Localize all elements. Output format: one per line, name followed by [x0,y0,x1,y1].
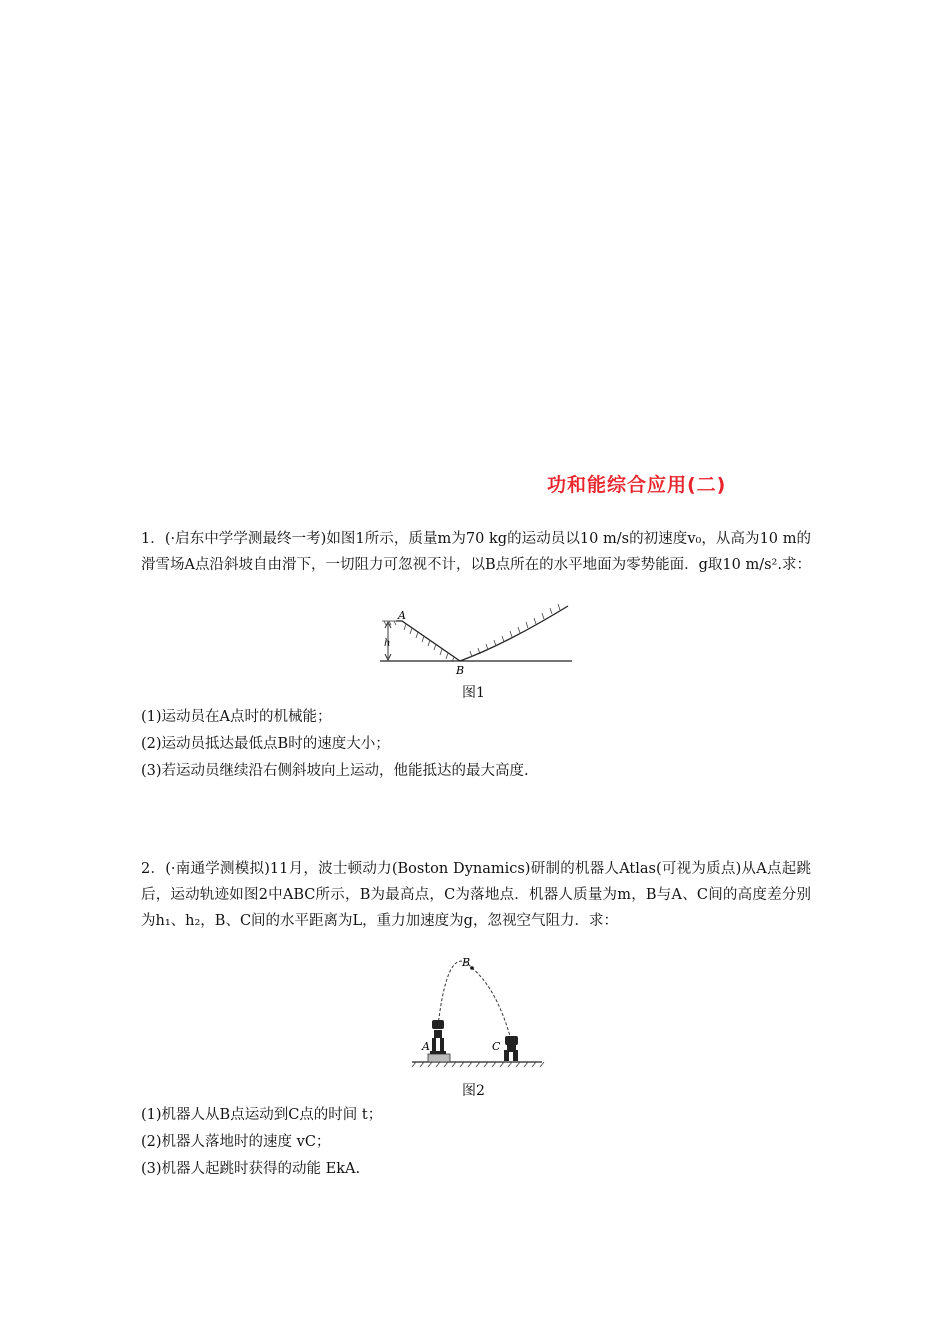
figure-1-label-a: A [398,609,406,622]
figure-2-caption: 图2 [462,1083,485,1099]
figure-1-caption: 图1 [462,685,485,701]
question-2-part-1: (1)机器人从B点运动到C点的时间 t； [141,1107,383,1123]
question-2-part-3: (3)机器人起跳时获得的动能 EkA. [141,1161,361,1177]
question-1-part-2: (2)运动员抵达最低点B时的速度大小； [141,736,390,752]
page-title: 功和能综合应用(二) [547,474,727,496]
figure-1-slope-diagram [376,604,576,676]
question-2-text: 2．(·南通学测模拟)11月，波士顿动力(Boston Dynamics)研制的机器人Atlas(可视为质点)从A点起跳后，运动轨迹如图2中ABC所示，B为最高点，C为落地点．机器人质量为m，B与A、C间的高度差分别为h₁、h₂，B、C间的水平距离为L，重力加速度为g，忽视空气阻力．求： [141,861,811,929]
figure-2-trajectory-diagram [410,958,545,1070]
figure-1-label-h: h [384,638,391,649]
question-1-part-1: (1)运动员在A点时的机械能； [141,709,332,725]
figure-2-label-b: B [462,956,471,969]
figure-2-label-a: A [422,1040,430,1053]
figure-2-label-c: C [492,1040,501,1053]
question-1-text: 1．(·启东中学学测最终一考)如图1所示，质量m为70 kg的运动员以10 m/s的初速度v₀，从高为10 m的滑雪场A点沿斜坡自由滑下，一切阻力可忽视不计，以B点所在的水平地面为零势能面．g取10 m/s².求： [141,531,811,573]
question-2-part-2: (2)机器人落地时的速度 vC； [141,1134,331,1150]
question-1-part-3: (3)若运动员继续沿右侧斜坡向上运动，他能抵达的最大高度. [141,763,529,779]
figure-1-label-b: B [456,664,465,677]
